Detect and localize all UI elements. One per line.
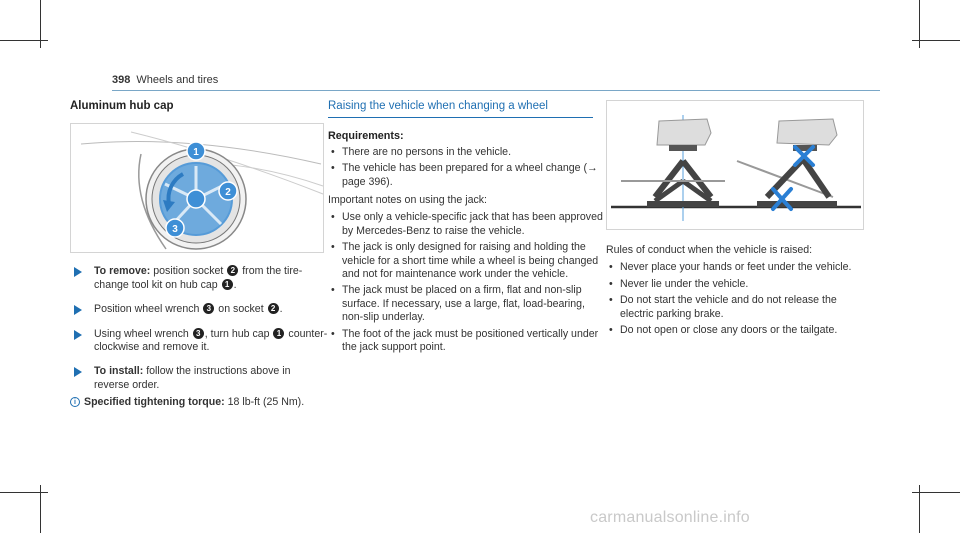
column-raising-vehicle — [328, 100, 603, 358]
hub-cap-illustration — [70, 123, 324, 253]
step-arrow-icon — [74, 267, 82, 277]
step-arrow-icon — [74, 330, 82, 340]
callout-badge: 2 — [227, 265, 238, 276]
crop-mark — [0, 40, 48, 41]
requirements-list — [328, 146, 603, 189]
jack-figure — [607, 101, 865, 231]
wheel-figure — [71, 124, 325, 254]
list-item: • The jack must be placed on a firm, flat and non-slip surface. If necessary, use a large, flat, load-bearing, non-slip underlay. — [328, 284, 603, 324]
rules-intro: Rules of conduct when the vehicle is raised: — [606, 244, 813, 256]
notes-intro: Important notes on using the jack: — [328, 194, 487, 207]
rules-list — [606, 261, 868, 337]
list-item: • The vehicle has been prepared for a wheel change (→ page 396). — [328, 162, 603, 189]
list-item: • There are no persons in the vehicle. — [328, 146, 603, 159]
page-header — [112, 74, 218, 86]
crop-mark — [0, 492, 48, 493]
crop-mark — [912, 40, 960, 41]
list-item: • The jack is only designed for raising and holding the vehicle for a short time while a wheel is being changed and not for maintenance work under the vehicle. — [328, 241, 603, 281]
jack-notes-list — [328, 211, 603, 354]
requirements-label: Requirements: — [328, 130, 404, 143]
instruction-step: Position wheel wrench 3 on socket 2 . — [70, 303, 328, 316]
list-item: • Never place your hands or feet under the vehicle. — [606, 261, 868, 274]
watermark: carmanualsonline.info — [590, 509, 750, 526]
instruction-step: To remove: position socket 2 from the tire-change tool kit on hub cap 1 . — [70, 265, 328, 292]
list-item: • The foot of the jack must be positioned vertically under the jack support point. — [328, 328, 603, 355]
figure-callout-1: 1 — [193, 147, 199, 159]
step-arrow-icon — [74, 367, 82, 377]
list-item: • Never lie under the vehicle. — [606, 278, 868, 291]
instruction-step: To install: follow the instructions above in reverse order. — [70, 365, 328, 392]
figure-callout-3: 3 — [172, 224, 178, 236]
callout-badge: 1 — [273, 328, 284, 339]
instruction-step: Using wheel wrench 3 , turn hub cap 1 counter-clockwise and remove it. — [70, 328, 328, 355]
section-heading: Aluminum hub cap — [70, 100, 174, 112]
list-item: • Do not start the vehicle and do not release the electric parking brake. — [606, 294, 868, 321]
info-icon: i — [70, 397, 80, 407]
callout-badge: 3 — [193, 328, 204, 339]
list-item: • Do not open or close any doors or the tailgate. — [606, 324, 868, 337]
list-item: • Use only a vehicle-specific jack that has been approved by Mercedes-Benz to raise the vehicle. — [328, 211, 603, 238]
warning-x-icon — [773, 147, 813, 209]
header-rule — [112, 90, 880, 91]
column-rules — [606, 100, 868, 340]
callout-badge: 3 — [203, 303, 214, 314]
callout-badge: 1 — [222, 279, 233, 290]
callout-badge: 2 — [268, 303, 279, 314]
figure-callout-2: 2 — [225, 187, 231, 199]
column-hub-cap — [70, 100, 328, 410]
running-title: Wheels and tires — [136, 74, 219, 86]
crop-mark — [912, 492, 960, 493]
torque-note: i Specified tightening torque: 18 lb-ft (25 Nm). — [70, 396, 328, 409]
page-number: 398 — [112, 74, 131, 86]
jack-illustration — [606, 100, 864, 230]
section-heading: Raising the vehicle when changing a wheel — [328, 100, 593, 118]
step-arrow-icon — [74, 305, 82, 315]
